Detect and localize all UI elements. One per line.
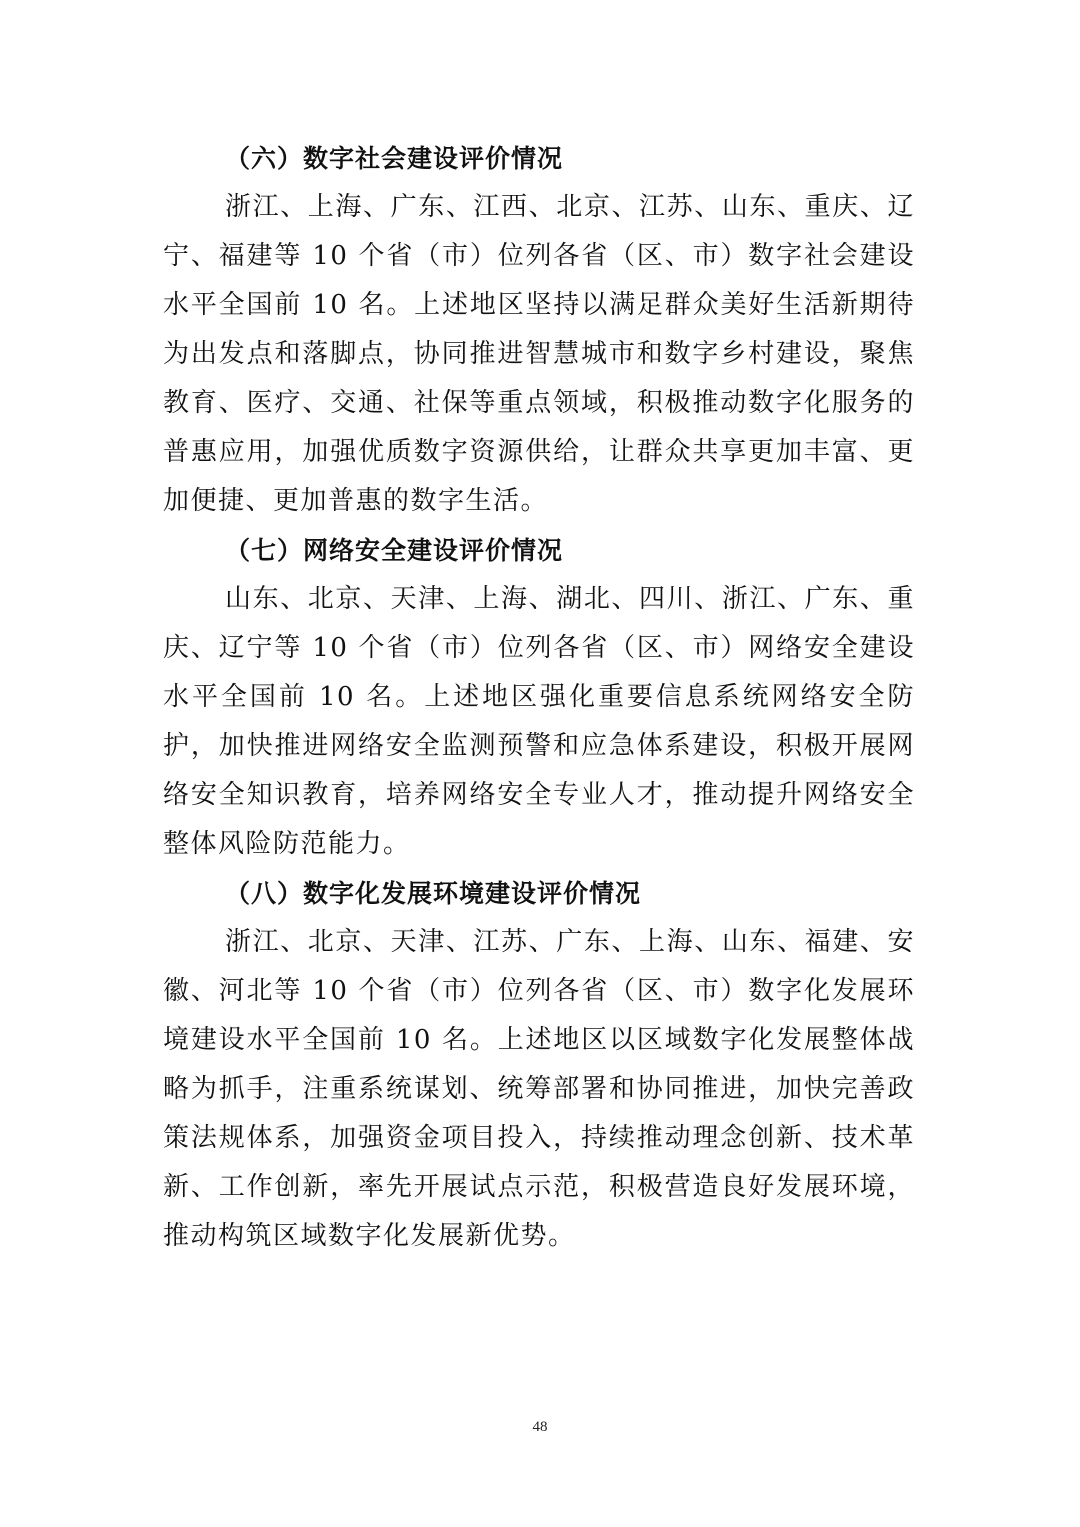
page-content — [163, 134, 915, 1261]
section-eight — [163, 869, 915, 1261]
page-number: 48 — [532, 1419, 548, 1435]
section-paragraph: 山东、北京、天津、上海、湖北、四川、浙江、广东、重庆、辽宁等 10 个省（市）位列各省（区、市）网络安全建设水平全国前 10 名。上述地区强化重要信息系统网络安全防护，加快推进网络安全监测预警和应急体系建设，积极开展网络安全知识教育，培养网络安全专业人才，推动提升网络安全整体风险防范能力。 — [163, 584, 915, 859]
section-seven — [163, 526, 915, 869]
section-heading: （八）数字化发展环境建设评价情况 — [225, 879, 642, 908]
section-heading: （六）数字社会建设评价情况 — [225, 144, 564, 173]
section-paragraph: 浙江、北京、天津、江苏、广东、上海、山东、福建、安徽、河北等 10 个省（市）位列各省（区、市）数字化发展环境建设水平全国前 10 名。上述地区以区域数字化发展整体战略为抓手，注重系统谋划、统筹部署和协同推进，加快完善政策法规体系，加强资金项目投入，持续推动理念创新、技术革新、工作创新，率先开展试点示范，积极营造良好发展环境，推动构筑区域数字化发展新优势。 — [163, 927, 915, 1251]
section-heading: （七）网络安全建设评价情况 — [225, 536, 564, 565]
section-six — [163, 134, 915, 526]
section-paragraph: 浙江、上海、广东、江西、北京、江苏、山东、重庆、辽宁、福建等 10 个省（市）位列各省（区、市）数字社会建设水平全国前 10 名。上述地区坚持以满足群众美好生活新期待为出发点和落脚点，协同推进智慧城市和数字乡村建设，聚焦教育、医疗、交通、社保等重点领域，积极推动数字化服务的普惠应用，加强优质数字资源供给，让群众共享更加丰富、更加便捷、更加普惠的数字生活。 — [163, 192, 915, 516]
